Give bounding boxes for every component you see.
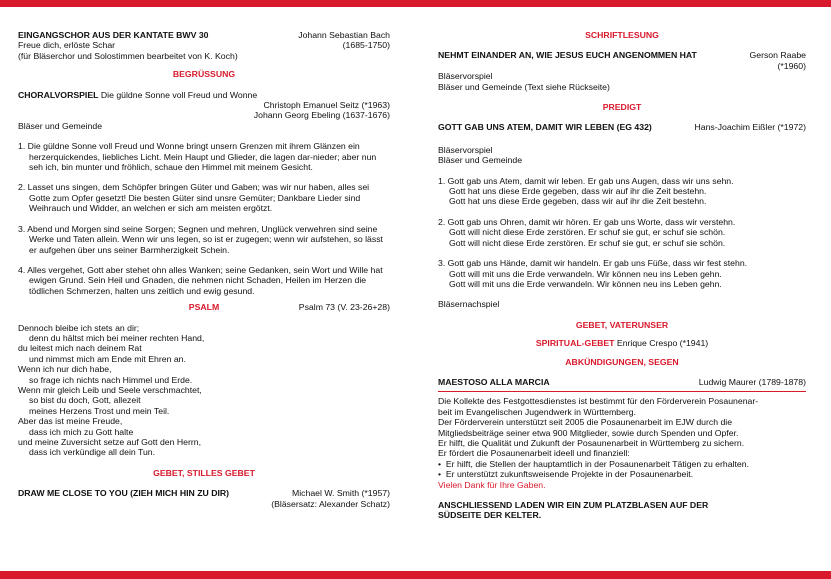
verse-line: Gott will mit uns die Erde verwandeln. Wir können neu ins Leben gehn. bbox=[449, 278, 722, 289]
verse-line: Gott gab uns Atem, damit wir leben. Er gab uns Augen, dass wir uns sehn. bbox=[447, 175, 734, 186]
psalm-header bbox=[18, 302, 390, 312]
verse-item bbox=[18, 182, 390, 213]
verse-text: Die güldne Sonne voll Freud und Wonne bringt unsern Grenzen mit ihrem Glänzen ein herzerquickendes, liebliches Licht. Mein Haupt und Glieder, die lagen dar-nieder; aber nun seh ich, bin munter und fröhlich, schaue den Himmel mit meinem Gesicht. bbox=[27, 141, 377, 173]
right-column bbox=[438, 30, 806, 521]
gott-composer: Hans-Joachim Eißler (*1972) bbox=[694, 122, 806, 133]
verse-item bbox=[18, 224, 390, 255]
bottom-accent-bar bbox=[0, 571, 831, 579]
psalm-line: meines Herzens Trost und mein Teil. bbox=[29, 405, 170, 416]
psalm-line: dass ich verkündige all dein Tun. bbox=[29, 447, 156, 458]
verse-line: Gott hat uns diese Erde gegeben, dass wir auf ihr die Zeit bestehn. bbox=[449, 196, 707, 207]
psalm-line: Dennoch bleibe ich stets an dir; bbox=[18, 322, 140, 333]
prayer-heading: GEBET, STILLES GEBET bbox=[153, 467, 255, 478]
maestoso-composer: Ludwig Maurer (1789-1878) bbox=[698, 376, 806, 387]
collection-line: beit im Evangelischen Jugendwerk in Württemberg. bbox=[438, 406, 636, 417]
postlude: Bläsernachspiel bbox=[438, 299, 500, 310]
opening-composer: Johann Sebastian Bach bbox=[298, 30, 390, 40]
nehmt-composer: Gerson Raabe bbox=[749, 50, 806, 61]
spiritual-prayer bbox=[438, 338, 806, 348]
opening-subtitle: Freue dich, erlöste Schar bbox=[18, 40, 116, 51]
verse-line: Gott gab uns Ohren, damit wir hören. Er gab uns Worte, dass wir verstehn. bbox=[447, 216, 736, 227]
collection-line: Der Förderverein unterstützt seit 2005 die Posaunenarbeit im EJW durch die bbox=[438, 417, 733, 428]
closing-line-2: SÜDSEITE DER KELTER. bbox=[438, 510, 542, 521]
verse-text: Abend und Morgen sind seine Sorgen; Segnen und mehren, Unglück verwehren sind seine Werke und Taten allein. Wenn wir uns legen, so ist er zugegen; wenn wir aufstehen, so lässt er aufgehen über uns seiner Barmherzigkeit Schein. bbox=[27, 223, 383, 255]
reading-heading: SCHRIFTLESUNG bbox=[585, 30, 659, 40]
gott-line-2: Bläser und Gemeinde bbox=[438, 155, 523, 166]
opening-piece bbox=[18, 30, 390, 61]
verse-line: Gott gab uns Hände, damit wir handeln. Er gab uns Füße, dass wir fest stehn. bbox=[447, 258, 748, 269]
nehmt-years: (*1960) bbox=[777, 60, 806, 71]
psalm-heading: PSALM bbox=[188, 302, 220, 313]
chorale-label: CHORALVORSPIEL bbox=[18, 89, 99, 100]
gott-verses bbox=[438, 176, 806, 290]
psalm-reference: Psalm 73 (V. 23-26+28) bbox=[298, 302, 390, 313]
verse-text: Alles vergehet, Gott aber stehet ohn alles Wanken; seine Gedanken, sein Wort und Wille hat ewigen Grund. Sein Heil und Gnaden, die nehmen nicht Schaden, Heilen im Herzen die tödlichen Schmerzen, halten uns zeitlich und ewig gesund. bbox=[27, 264, 383, 296]
verse-number: 3. bbox=[18, 223, 26, 234]
top-accent-bar bbox=[0, 0, 831, 7]
psalm-line: denn du hältst mich bei meiner rechten Hand, bbox=[29, 332, 205, 343]
nehmt-piece bbox=[438, 50, 806, 92]
psalm-line: so bist du doch, Gott, allezeit bbox=[29, 395, 141, 406]
psalm-line: Wenn mir gleich Leib und Seele verschmachtet, bbox=[18, 384, 202, 395]
collection-divider bbox=[438, 391, 806, 392]
chorale-performers: Bläser und Gemeinde bbox=[18, 120, 103, 131]
verse-item bbox=[438, 217, 806, 248]
draw-arranger: (Bläsersatz: Alexander Schatz) bbox=[271, 498, 390, 509]
psalm-line: Aber das ist meine Freude, bbox=[18, 416, 123, 427]
spiritual-composer: Enrique Crespo (*1941) bbox=[616, 338, 709, 349]
opening-note: (für Bläserchor und Solostimmen bearbeitet von K. Koch) bbox=[18, 50, 238, 61]
collection-thanks: Vielen Dank für Ihre Gaben. bbox=[438, 479, 546, 490]
announcements-heading: ABKÜNDIGUNGEN, SEGEN bbox=[565, 356, 679, 367]
collection-line: Er fördert die Posaunenarbeit ideell und finanziell: bbox=[438, 448, 630, 459]
psalm-line: und nimmst mich am Ende mit Ehren an. bbox=[29, 353, 186, 364]
chorale-hymn: Die güldne Sonne voll Freud und Wonne bbox=[100, 89, 258, 100]
chorale-section bbox=[18, 90, 390, 132]
psalm-line: dass ich mich zu Gott halte bbox=[29, 426, 134, 437]
nehmt-line-1: Bläservorspiel bbox=[438, 71, 493, 82]
maestoso-piece bbox=[438, 377, 806, 387]
collection-bullet: • Er hilft, die Stellen der hauptamtlich in der Posaunenarbeit Tätigen zu erhalten. bbox=[438, 458, 749, 469]
collection-bullet: • Er unterstützt zukunftsweisende Projekte in der Posaunenarbeit. bbox=[438, 469, 694, 480]
psalm-line: so frage ich nichts nach Himmel und Erde. bbox=[29, 374, 193, 385]
verse-item bbox=[18, 265, 390, 296]
spiritual-label: SPIRITUAL-GEBET bbox=[535, 338, 615, 349]
chorale-composer-1: Christoph Emanuel Seitz (*1963) bbox=[263, 100, 390, 111]
maestoso-title: MAESTOSO ALLA MARCIA bbox=[438, 376, 550, 387]
sermon-heading: PREDIGT bbox=[602, 102, 642, 113]
chorale-composer-2: Johann Georg Ebeling (1637-1676) bbox=[253, 110, 390, 121]
nehmt-line-2: Bläser und Gemeinde (Text siehe Rückseite) bbox=[438, 81, 610, 92]
gott-title: GOTT GAB UNS ATEM, DAMIT WIR LEBEN (EG 432) bbox=[438, 122, 652, 133]
verse-number: 1. bbox=[18, 141, 26, 152]
lords-prayer-heading: GEBET, VATERUNSER bbox=[575, 319, 669, 330]
verse-number: 2. bbox=[438, 216, 446, 227]
verse-line: Gott will mit uns die Erde verwandeln. Wir können neu ins Leben gehn. bbox=[449, 268, 722, 279]
verse-text: Lasset uns singen, dem Schöpfer bringen Güter und Gaben; was wir nur haben, alles sei Gotte zum Opfer gesetzt! Die besten Güter sind unsre Gemüter; Dankbare Lieder sind Weihrauch und Widder, an welchen er sich am meisten ergötzt. bbox=[27, 182, 370, 214]
closing-line-1: ANSCHLIESSEND LADEN WIR EIN ZUM PLATZBLASEN AUF DER bbox=[438, 500, 709, 510]
psalm-line: und meine Zuversicht setze auf Gott den Herrn, bbox=[18, 437, 202, 447]
greeting-heading: BEGRÜSSUNG bbox=[172, 69, 236, 80]
nehmt-title: NEHMT EINANDER AN, WIE JESUS EUCH ANGENOMMEN HAT bbox=[438, 50, 697, 61]
verse-item bbox=[438, 176, 806, 207]
verse-line: Gott hat uns diese Erde gegeben, dass wir auf ihr die Zeit bestehn. bbox=[449, 186, 707, 197]
left-column bbox=[18, 30, 390, 509]
verse-item bbox=[438, 258, 806, 289]
psalm-text bbox=[18, 323, 390, 458]
verse-line: Gott will nicht diese Erde zerstören. Er schuf sie gut, er schuf sie schön. bbox=[449, 227, 726, 238]
verse-number: 3. bbox=[438, 258, 446, 269]
collection-text bbox=[438, 396, 806, 490]
opening-years: (1685-1750) bbox=[342, 40, 390, 51]
draw-me-close-piece bbox=[18, 488, 390, 509]
verse-number: 4. bbox=[18, 264, 26, 275]
gott-piece bbox=[438, 122, 806, 165]
draw-title: DRAW ME CLOSE TO YOU (ZIEH MICH HIN ZU DIR) bbox=[18, 488, 230, 499]
verse-item bbox=[18, 141, 390, 172]
verse-number: 1. bbox=[438, 175, 446, 186]
verse-line: Gott will nicht diese Erde zerstören. Er schuf sie gut, er schuf sie schön. bbox=[449, 237, 726, 248]
closing-note bbox=[438, 500, 806, 521]
verse-number: 2. bbox=[18, 182, 26, 193]
collection-line: Er hilft, die Qualität und Zukunft der Posaunenarbeit in Württemberg zu sichern. bbox=[438, 437, 745, 448]
gott-line-1: Bläservorspiel bbox=[438, 144, 493, 155]
psalm-line: du leitest mich nach deinem Rat bbox=[18, 343, 142, 354]
psalm-line: Wenn ich nur dich habe, bbox=[18, 364, 112, 375]
chorale-verses bbox=[18, 141, 390, 296]
opening-title: EINGANGSCHOR AUS DER KANTATE BWV 30 bbox=[18, 30, 209, 40]
collection-line: Die Kollekte des Festgottesdienstes ist bestimmt für den Förderverein Posaunenar- bbox=[438, 396, 759, 407]
draw-composer: Michael W. Smith (*1957) bbox=[291, 488, 390, 499]
collection-line: Mitgliedsbeiträge seiner etwa 900 Mitglieder, sowie durch Spenden und Opfer. bbox=[438, 427, 739, 438]
